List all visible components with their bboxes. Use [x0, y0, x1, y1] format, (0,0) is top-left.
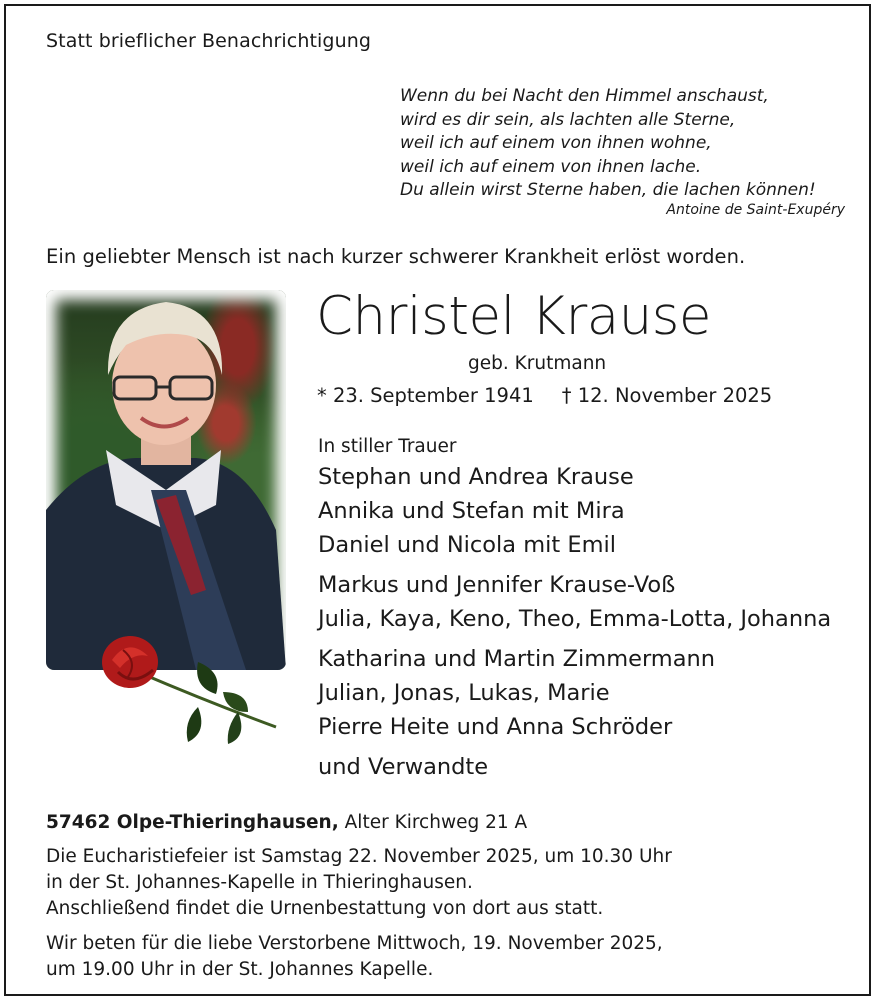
maiden-name: geb. Krutmann — [468, 353, 607, 374]
address-street: Alter Kirchweg 21 A — [344, 812, 528, 833]
address-city: 57462 Olpe-Thieringhausen, — [46, 812, 339, 833]
info-line: um 19.00 Uhr in der St. Johannes Kapelle. — [46, 959, 434, 980]
poem-author: Antoine de Saint-Exupéry — [666, 202, 845, 218]
mourner-line: und Verwandte — [318, 754, 489, 780]
poem — [400, 85, 816, 203]
poem-line: weil ich auf einem von ihnen lache. — [400, 156, 702, 177]
intro-text: Ein geliebter Mensch ist nach kurzer schwerer Krankheit erlöst worden. — [46, 245, 746, 268]
rose-illustration — [98, 632, 288, 766]
obituary-notice — [4, 4, 871, 996]
poem-line: Du allein wirst Sterne haben, die lachen können! — [400, 180, 816, 200]
mourner-line: Katharina und Martin Zimmermann — [318, 646, 716, 672]
info-line: Anschließend findet die Urnenbestattung von dort aus statt. — [46, 898, 604, 919]
info-line: in der St. Johannes-Kapelle in Thieringhausen. — [46, 872, 473, 893]
mourner-line: Annika und Stefan mit Mira — [318, 498, 625, 524]
poem-line: weil ich auf einem von ihnen wohne, — [400, 133, 712, 153]
mourner-line: Julian, Jonas, Lukas, Marie — [318, 680, 610, 706]
info-line: Wir beten für die liebe Verstorbene Mittwoch, 19. November 2025, — [46, 933, 663, 954]
birth-date: * 23. September 1941 — [317, 384, 534, 407]
poem-line: wird es dir sein, als lachten alle Sterne, — [400, 109, 736, 130]
mourner-line: Stephan und Andrea Krause — [318, 464, 634, 490]
poem-line: Wenn du bei Nacht den Himmel anschaust, — [400, 86, 769, 106]
notice-header: Statt brieflicher Benachrichtigung — [46, 30, 372, 52]
mourner-line: Markus und Jennifer Krause-Voß — [318, 572, 676, 598]
mourner-line: Daniel und Nicola mit Emil — [318, 532, 617, 558]
mourner-line: Pierre Heite und Anna Schröder — [318, 714, 673, 740]
deceased-name: Christel Krause — [316, 286, 712, 347]
death-date: † 12. November 2025 — [561, 384, 773, 407]
mourning-intro: In stiller Trauer — [318, 436, 457, 457]
portrait-photo — [46, 290, 286, 670]
address — [46, 812, 527, 833]
mourner-line: Julia, Kaya, Keno, Theo, Emma-Lotta, Johanna — [318, 606, 832, 632]
info-line: Die Eucharistiefeier ist Samstag 22. November 2025, um 10.30 Uhr — [46, 846, 672, 867]
life-dates — [317, 384, 772, 407]
